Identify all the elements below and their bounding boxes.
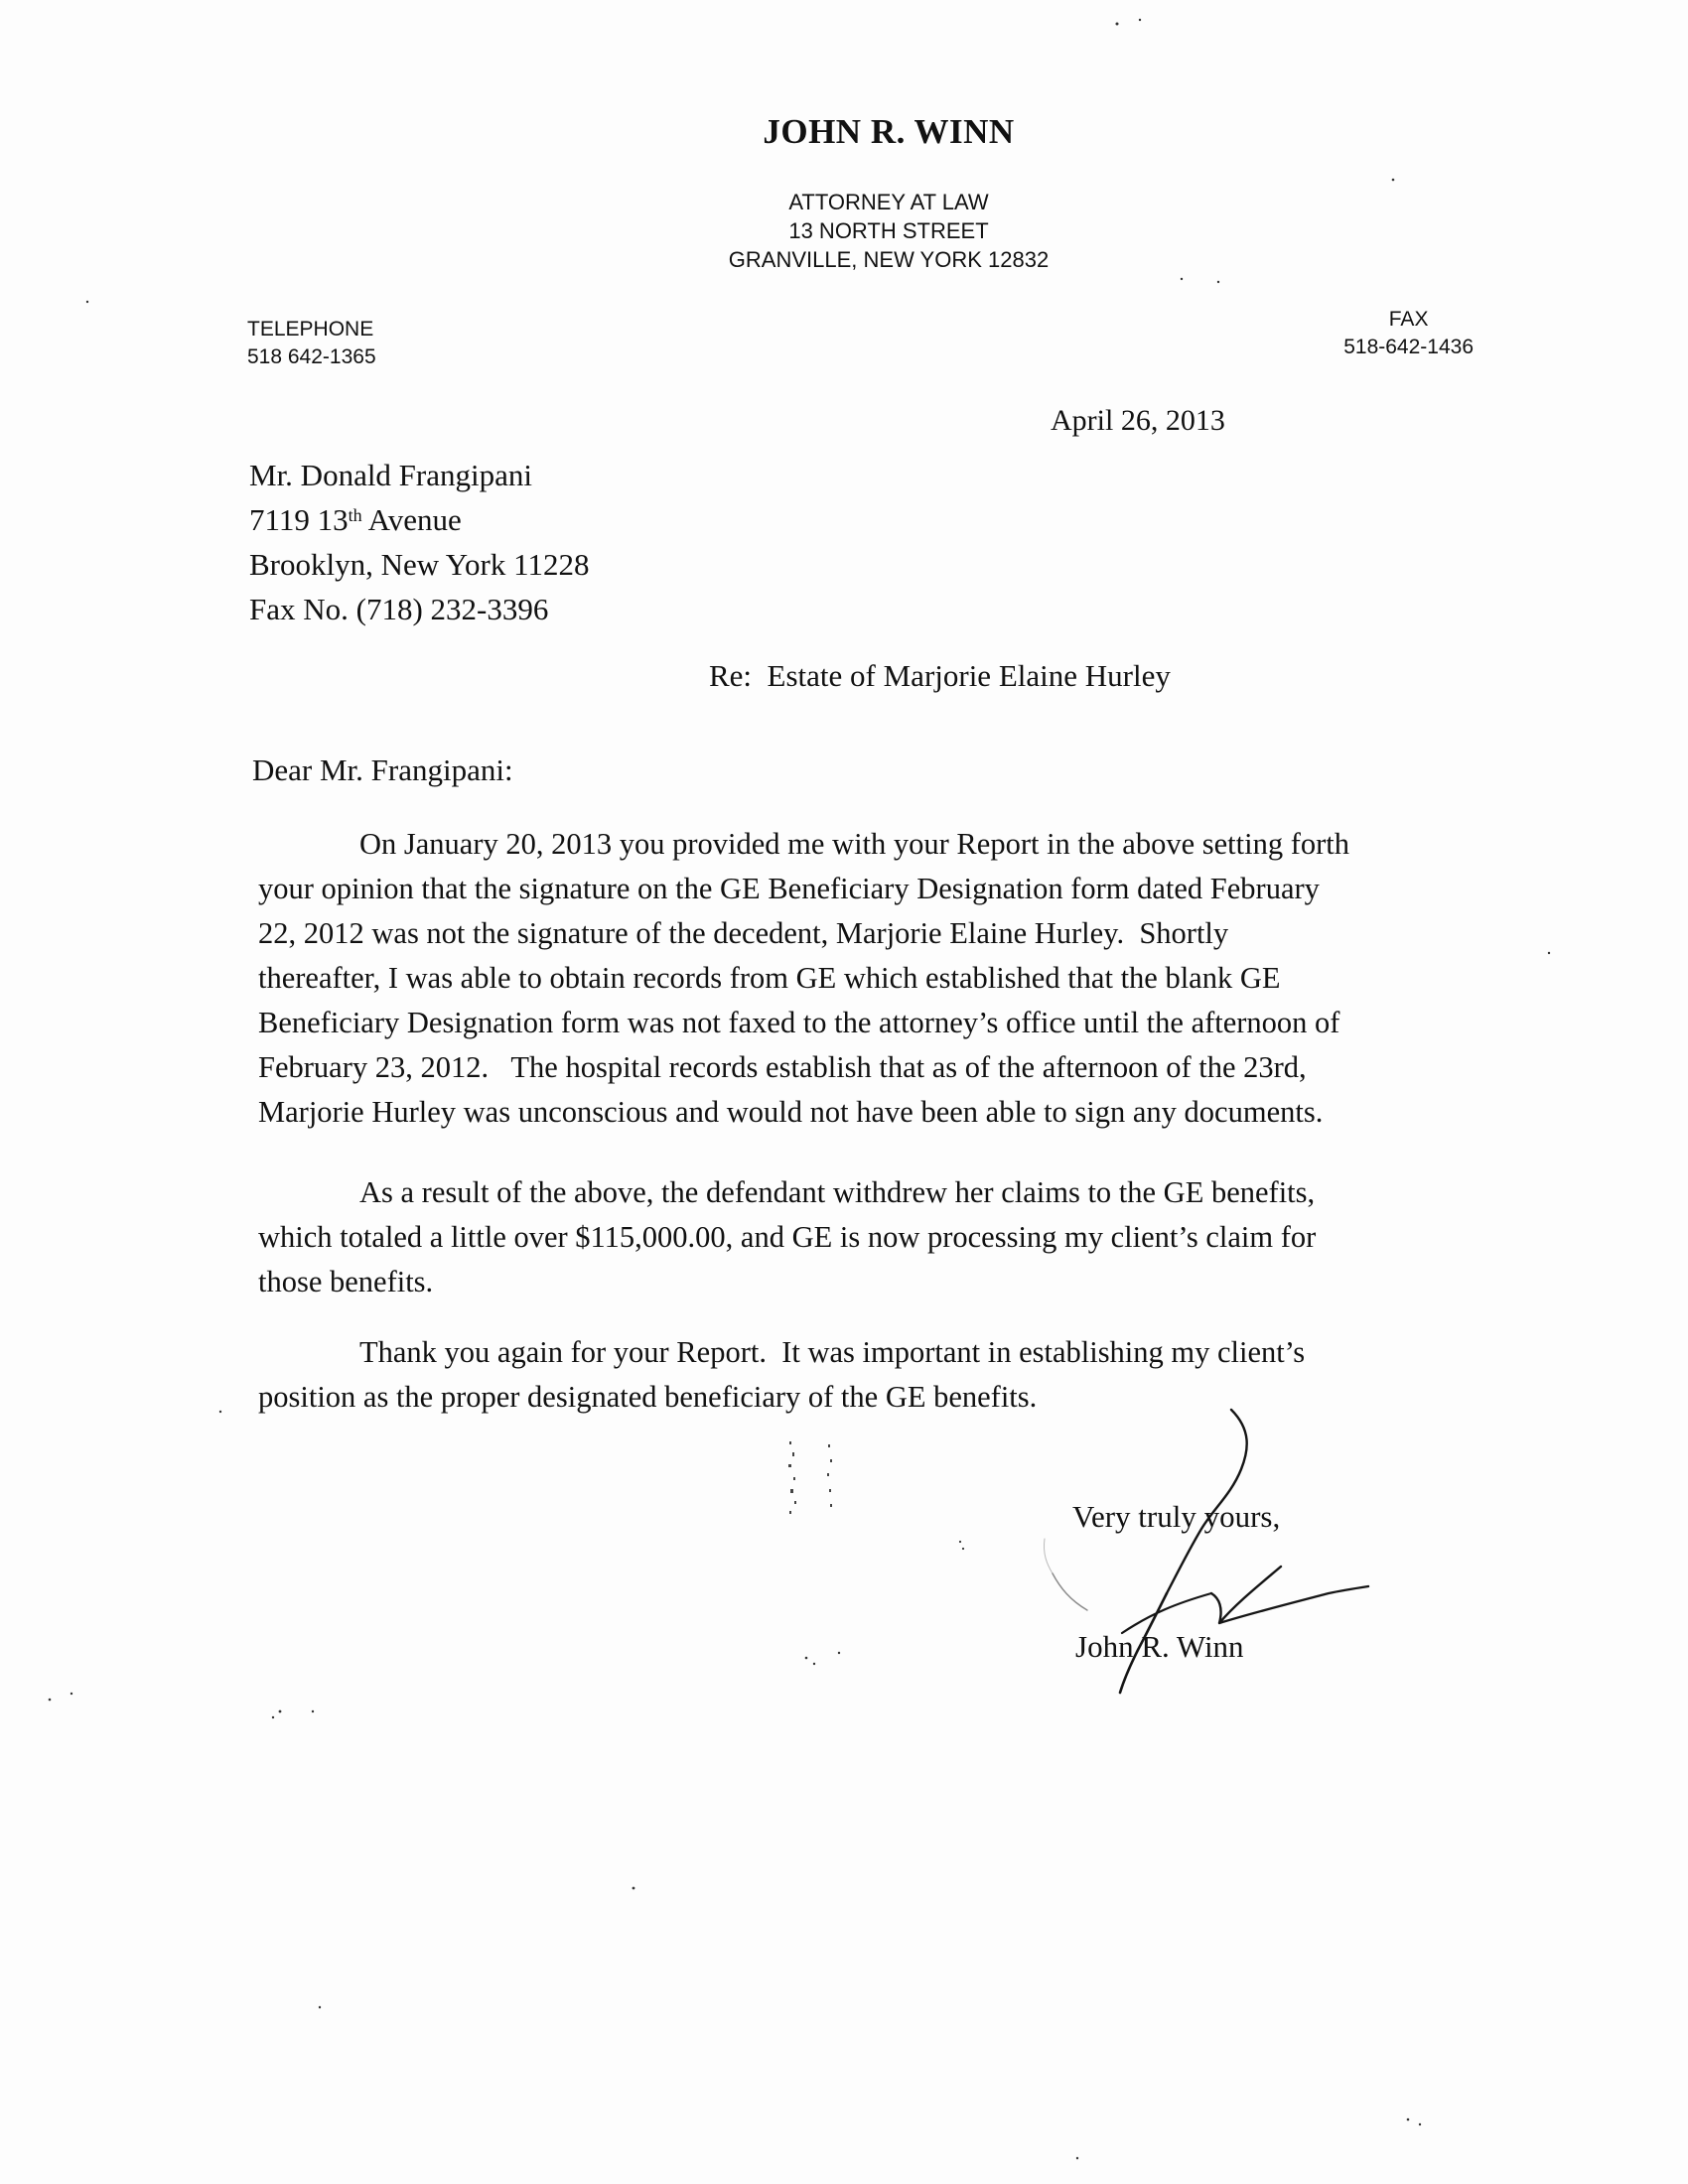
text-line: 22, 2012 was not the signature of the decedent, Marjorie Elaine Hurley. Shortly xyxy=(258,916,1229,950)
fax-number: 518-642-1436 xyxy=(1343,336,1474,358)
handwritten-signature xyxy=(953,1390,1390,1717)
telephone-number: 518 642-1365 xyxy=(247,345,376,368)
text-line: your opinion that the signature on the GE Beneficiary Designation form dated February xyxy=(258,872,1320,905)
text-line: which totaled a little over $115,000.00, and GE is now processing my client’s claim for xyxy=(258,1220,1317,1254)
addressee-name: Mr. Donald Frangipani xyxy=(249,458,532,492)
letterhead-name: JOHN R. WINN xyxy=(763,112,1015,151)
text-line: Marjorie Hurley was unconscious and would not have been able to sign any documents. xyxy=(258,1095,1324,1129)
paragraph-3 xyxy=(258,1330,1499,1420)
fax-block xyxy=(1343,306,1474,361)
fax-label: FAX xyxy=(1388,308,1429,331)
letterhead-address xyxy=(0,188,1688,274)
salutation: Dear Mr. Frangipani: xyxy=(252,752,513,787)
letterhead-city: GRANVILLE, NEW YORK 12832 xyxy=(728,247,1050,272)
text-line: thereafter, I was able to obtain records from GE which established that the blank GE xyxy=(258,961,1281,995)
street-ordinal: th xyxy=(348,505,362,525)
text-line: Beneficiary Designation form was not faxed to the attorney’s office until the afternoon of xyxy=(258,1006,1340,1039)
closing: Very truly yours, xyxy=(1072,1499,1281,1534)
letterhead-title: ATTORNEY AT LAW xyxy=(788,190,989,214)
paragraph-2 xyxy=(258,1170,1499,1304)
letter-date: April 26, 2013 xyxy=(1051,404,1225,437)
street-number: 7119 13 xyxy=(249,502,349,537)
telephone-block xyxy=(247,316,376,371)
text-line: February 23, 2012. The hospital records establish that as of the afternoon of the 23rd, xyxy=(258,1050,1307,1084)
text-line: Thank you again for your Report. It was important in establishing my client’s xyxy=(359,1335,1306,1369)
re-line: Re: Estate of Marjorie Elaine Hurley xyxy=(709,658,1171,693)
addressee-block xyxy=(249,453,589,631)
signer-name: John R. Winn xyxy=(1075,1629,1244,1664)
paragraph-1 xyxy=(258,822,1499,1135)
text-line: position as the proper designated beneficiary of the GE benefits. xyxy=(258,1380,1038,1414)
addressee-city: Brooklyn, New York 11228 xyxy=(249,547,590,582)
telephone-label: TELEPHONE xyxy=(247,318,374,341)
street-rest: Avenue xyxy=(361,502,462,537)
addressee-street xyxy=(249,497,589,542)
text-line: those benefits. xyxy=(258,1265,434,1298)
text-line: As a result of the above, the defendant withdrew her claims to the GE benefits, xyxy=(359,1175,1316,1209)
addressee-fax: Fax No. (718) 232-3396 xyxy=(249,592,549,626)
letterhead-street: 13 NORTH STREET xyxy=(788,218,989,243)
text-line: On January 20, 2013 you provided me with your Report in the above setting forth xyxy=(359,827,1349,861)
